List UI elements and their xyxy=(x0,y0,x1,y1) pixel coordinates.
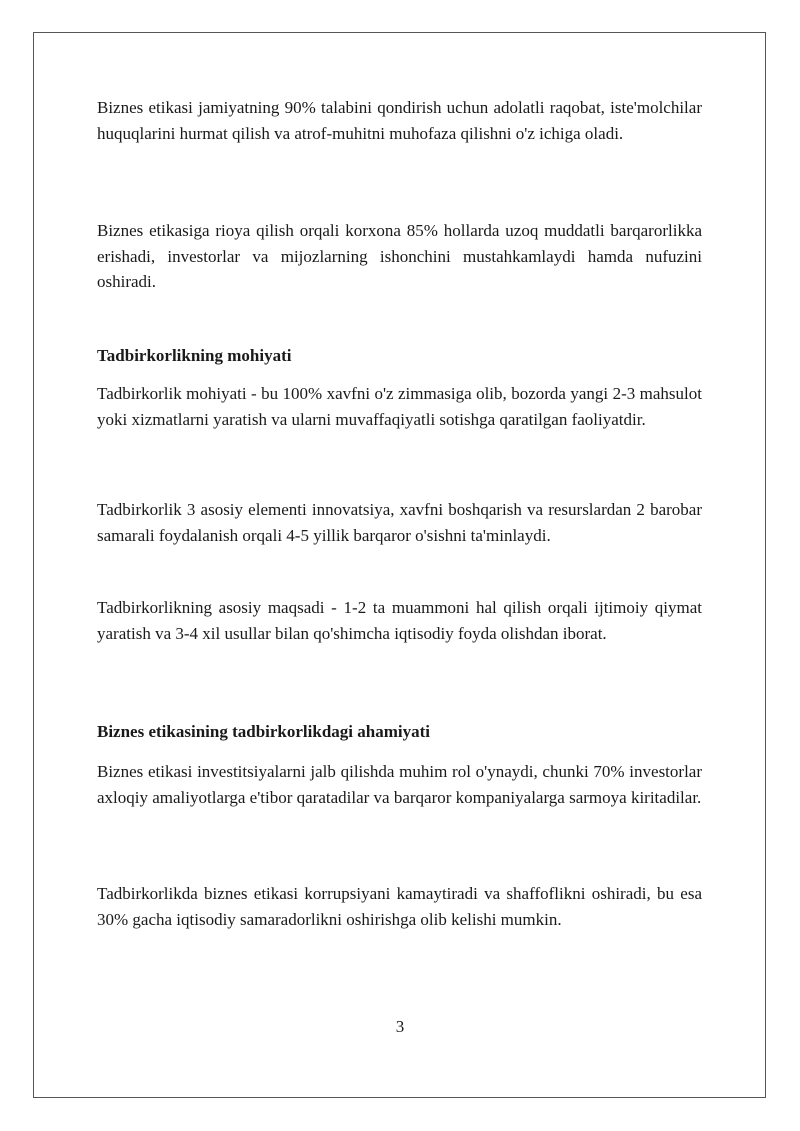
paragraph-mohiyati-1: Tadbirkorlik mohiyati - bu 100% xavfni o'z zimmasiga olib, bozorda yangi 2-3 mahsulot yoki xizmatlarni yaratish va ularni muvaffaqiyatli sotishga qaratilgan faoliyatdir. xyxy=(97,384,702,429)
paragraph-intro-2: Biznes etikasiga rioya qilish orqali korxona 85% hollarda uzoq muddatli barqarorlikka erishadi, investorlar va mijozlarning ishonchini mustahkamlaydi hamda nufuzini oshiradi. xyxy=(97,221,702,291)
paragraph-ahamiyati-1: Biznes etikasi investitsiyalarni jalb qilishda muhim rol o'ynaydi, chunki 70% investorlar axloqiy amaliyotlarga e'tibor qaratadilar va barqaror kompaniyalarga sarmoya kiritadilar. xyxy=(97,762,702,807)
section-heading-mohiyati: Tadbirkorlikning mohiyati xyxy=(97,346,292,365)
paragraph-mohiyati-3: Tadbirkorlikning asosiy maqsadi - 1-2 ta muammoni hal qilish orqali ijtimoiy qiymat yaratish va 3-4 xil usullar bilan qo'shimcha iqtisodiy foyda olishdan iborat. xyxy=(97,598,702,643)
section-heading-ahamiyati: Biznes etikasining tadbirkorlikdagi ahamiyati xyxy=(97,722,430,741)
paragraph-ahamiyati-2: Tadbirkorlikda biznes etikasi korrupsiyani kamaytiradi va shaffoflikni oshiradi, bu esa 30% gacha iqtisodiy samaradorlikni oshirishga olib kelishi mumkin. xyxy=(97,884,702,929)
page-number: 3 xyxy=(395,1017,405,1036)
page-border xyxy=(33,32,766,1098)
paragraph-mohiyati-2: Tadbirkorlik 3 asosiy elementi innovatsiya, xavfni boshqarish va resurslardan 2 barobar samarali foydalanish orqali 4-5 yillik barqaror o'sishni ta'minlaydi. xyxy=(97,500,702,545)
paragraph-intro-1: Biznes etikasi jamiyatning 90% talabini qondirish uchun adolatli raqobat, iste'molchilar huquqlarini hurmat qilish va atrof-muhitni muhofaza qilishni o'z ichiga oladi. xyxy=(97,98,702,143)
